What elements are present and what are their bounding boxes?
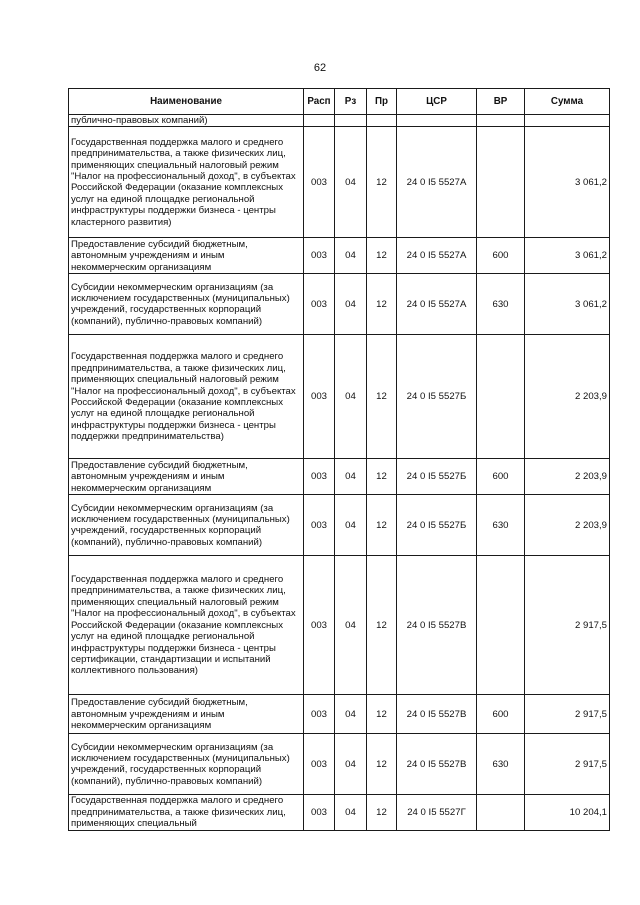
cell-pr: 12 bbox=[367, 695, 397, 734]
cell-sum: 2 203,9 bbox=[525, 335, 610, 459]
cell-pr: 12 bbox=[367, 127, 397, 238]
table-row bbox=[69, 127, 610, 238]
table-header-row bbox=[69, 89, 610, 115]
cell-vr bbox=[477, 127, 525, 238]
cell-rz: 04 bbox=[335, 734, 367, 795]
table-row bbox=[69, 115, 610, 127]
header-csr: ЦСР bbox=[397, 89, 477, 115]
cell-pr: 12 bbox=[367, 238, 397, 274]
cell-pr: 12 bbox=[367, 795, 397, 830]
cell-vr bbox=[477, 795, 525, 830]
table-row bbox=[69, 695, 610, 734]
cell-pr: 12 bbox=[367, 335, 397, 459]
cell-name: Предоставление субсидий бюджетным, автономным учреждениям и иным некоммерческим организациям bbox=[69, 695, 304, 734]
cell-rz: 04 bbox=[335, 335, 367, 459]
cell-rz: 04 bbox=[335, 495, 367, 556]
table-row bbox=[69, 459, 610, 495]
cell-rasp: 003 bbox=[304, 556, 335, 695]
cell-vr: 600 bbox=[477, 695, 525, 734]
cell-rasp: 003 bbox=[304, 238, 335, 274]
cell-csr bbox=[397, 115, 477, 127]
cell-rasp: 003 bbox=[304, 734, 335, 795]
cell-rasp: 003 bbox=[304, 335, 335, 459]
cell-sum: 2 203,9 bbox=[525, 495, 610, 556]
cell-sum: 2 917,5 bbox=[525, 556, 610, 695]
cell-sum: 3 061,2 bbox=[525, 238, 610, 274]
cell-csr: 24 0 I5 5527А bbox=[397, 127, 477, 238]
table-row bbox=[69, 238, 610, 274]
cell-vr bbox=[477, 556, 525, 695]
table-row bbox=[69, 274, 610, 335]
cell-csr: 24 0 I5 5527В bbox=[397, 734, 477, 795]
cell-rz: 04 bbox=[335, 238, 367, 274]
cell-pr: 12 bbox=[367, 734, 397, 795]
cell-vr: 600 bbox=[477, 459, 525, 495]
cell-rasp bbox=[304, 115, 335, 127]
budget-table bbox=[68, 88, 610, 831]
cell-vr: 630 bbox=[477, 274, 525, 335]
header-pr: Пр bbox=[367, 89, 397, 115]
cell-pr bbox=[367, 115, 397, 127]
page-number: 62 bbox=[313, 62, 327, 74]
cell-rz: 04 bbox=[335, 274, 367, 335]
cell-rasp: 003 bbox=[304, 495, 335, 556]
cell-rasp: 003 bbox=[304, 695, 335, 734]
cell-name: Предоставление субсидий бюджетным, автономным учреждениям и иным некоммерческим организациям bbox=[69, 238, 304, 274]
cell-sum: 3 061,2 bbox=[525, 127, 610, 238]
cell-sum: 3 061,2 bbox=[525, 274, 610, 335]
cell-csr: 24 0 I5 5527А bbox=[397, 274, 477, 335]
cell-csr: 24 0 I5 5527Г bbox=[397, 795, 477, 830]
header-rz: Рз bbox=[335, 89, 367, 115]
header-name: Наименование bbox=[69, 89, 304, 115]
cell-name: Государственная поддержка малого и среднего предпринимательства, а также физических лиц, применяющих специальный налоговый режим "Налог на профессиональный доход", в субъектах Российской Федерации (оказание комплексных услуг на единой площадке региональной инфраструктуры поддержки бизнеса - центры сертификации, стандартизации и испытаний коллективного пользования) bbox=[69, 556, 304, 695]
cell-csr: 24 0 I5 5527В bbox=[397, 695, 477, 734]
cell-rz: 04 bbox=[335, 127, 367, 238]
cell-sum: 2 917,5 bbox=[525, 734, 610, 795]
header-rasp: Расп bbox=[304, 89, 335, 115]
cell-pr: 12 bbox=[367, 459, 397, 495]
header-vr: ВР bbox=[477, 89, 525, 115]
cell-rz: 04 bbox=[335, 695, 367, 734]
table-row bbox=[69, 556, 610, 695]
cell-sum: 10 204,1 bbox=[525, 795, 610, 830]
cell-name: Субсидии некоммерческим организациям (за исключением государственных (муниципальных) учреждений, государственных корпораций (компаний), публично-правовых компаний) bbox=[69, 495, 304, 556]
cell-rz: 04 bbox=[335, 556, 367, 695]
table-row bbox=[69, 495, 610, 556]
table-row bbox=[69, 795, 610, 830]
cell-pr: 12 bbox=[367, 274, 397, 335]
cell-rz: 04 bbox=[335, 459, 367, 495]
cell-name: Государственная поддержка малого и среднего предпринимательства, а также физических лиц, применяющих специальный налоговый режим "Налог на профессиональный доход", в субъектах Российской Федерации (оказание комплексных услуг на единой площадке региональной инфраструктуры поддержки бизнеса - центры кластерного развития) bbox=[69, 127, 304, 238]
cell-vr bbox=[477, 335, 525, 459]
cell-sum: 2 203,9 bbox=[525, 459, 610, 495]
cell-rz bbox=[335, 115, 367, 127]
cell-name: публично-правовых компаний) bbox=[69, 115, 304, 127]
cell-rz: 04 bbox=[335, 795, 367, 830]
cell-csr: 24 0 I5 5527Б bbox=[397, 459, 477, 495]
cell-vr: 630 bbox=[477, 495, 525, 556]
cell-csr: 24 0 I5 5527В bbox=[397, 556, 477, 695]
cell-rasp: 003 bbox=[304, 795, 335, 830]
cell-csr: 24 0 I5 5527А bbox=[397, 238, 477, 274]
header-sum: Сумма bbox=[525, 89, 610, 115]
cell-sum: 2 917,5 bbox=[525, 695, 610, 734]
cell-name: Субсидии некоммерческим организациям (за исключением государственных (муниципальных) учреждений, государственных корпораций (компаний), публично-правовых компаний) bbox=[69, 274, 304, 335]
cell-rasp: 003 bbox=[304, 274, 335, 335]
cell-name: Субсидии некоммерческим организациям (за исключением государственных (муниципальных) учреждений, государственных корпораций (компаний), публично-правовых компаний) bbox=[69, 734, 304, 795]
cell-name: Предоставление субсидий бюджетным, автономным учреждениям и иным некоммерческим организациям bbox=[69, 459, 304, 495]
cell-vr: 600 bbox=[477, 238, 525, 274]
cell-rasp: 003 bbox=[304, 459, 335, 495]
cell-pr: 12 bbox=[367, 556, 397, 695]
cell-pr: 12 bbox=[367, 495, 397, 556]
cell-name: Государственная поддержка малого и среднего предпринимательства, а также физических лиц, применяющих специальный налоговый режим "Налог на профессиональный доход", в субъектах Российской Федерации (оказание комплексных услуг на единой площадке региональной инфраструктуры поддержки бизнеса - центры поддержки предпринимательства) bbox=[69, 335, 304, 459]
table-row bbox=[69, 734, 610, 795]
cell-name: Государственная поддержка малого и среднего предпринимательства, а также физических лиц, применяющих специальный bbox=[69, 795, 304, 830]
cell-csr: 24 0 I5 5527Б bbox=[397, 335, 477, 459]
cell-vr bbox=[477, 115, 525, 127]
table-row bbox=[69, 335, 610, 459]
cell-sum bbox=[525, 115, 610, 127]
cell-csr: 24 0 I5 5527Б bbox=[397, 495, 477, 556]
cell-vr: 630 bbox=[477, 734, 525, 795]
cell-rasp: 003 bbox=[304, 127, 335, 238]
